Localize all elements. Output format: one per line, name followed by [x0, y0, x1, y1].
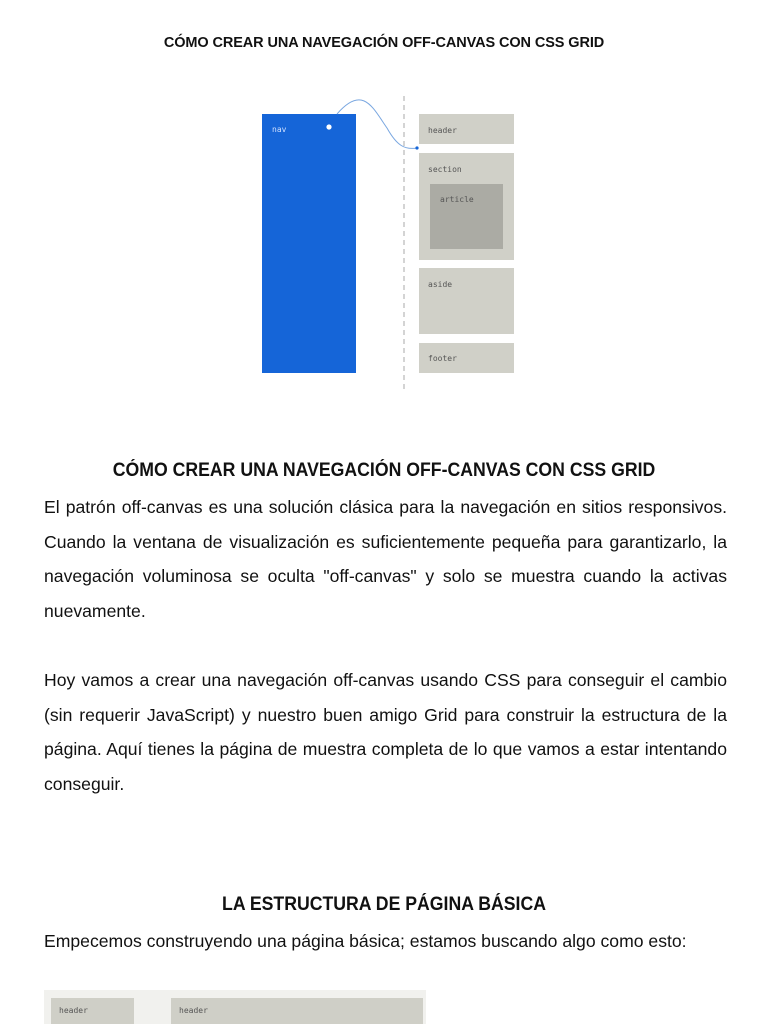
nav-label: nav [272, 125, 287, 134]
aside-box [419, 268, 514, 334]
aside-label: aside [428, 280, 453, 289]
section-heading: CÓMO CREAR UNA NAVEGACIÓN OFF-CANVAS CON CSS GRID [112, 460, 656, 481]
preview-left-label: header [59, 1006, 88, 1015]
off-canvas-diagram [255, 90, 525, 395]
article-box [430, 184, 503, 249]
preview-header-box [171, 998, 423, 1024]
basic-layout-preview [44, 990, 426, 1024]
nav-panel [262, 114, 356, 373]
article-label: article [440, 195, 474, 204]
structure-heading: LA ESTRUCTURA DE PÁGINA BÁSICA [222, 894, 546, 915]
nav-handle-dot [326, 124, 331, 129]
plan-paragraph: Hoy vamos a crear una navegación off-canvas usando CSS para conseguir el cambio (sin requerir JavaScript) y nuestro buen amigo Grid para construir la estructura de la página. Aquí tienes la página de muestra completa de lo que vamos a estar intentando conseguir. [44, 670, 727, 795]
preview-right-label: header [179, 1006, 208, 1015]
page-title: CÓMO CREAR UNA NAVEGACIÓN OFF-CANVAS CON CSS GRID [163, 35, 605, 51]
connector-end-dot [415, 146, 418, 149]
section-label: section [428, 165, 462, 174]
preview-nav-header-box [51, 998, 134, 1024]
structure-paragraph: Empecemos construyendo una página básica; estamos buscando algo como esto: [44, 931, 687, 951]
layout-diagram-svg [255, 90, 525, 395]
intro-paragraph: El patrón off-canvas es una solución clásica para la navegación en sitios responsivos. Cuando la ventana de visualización es suficientemente pequeña para garantizarlo, la navegación voluminosa se oculta "off-canvas" y solo se muestra cuando la activas nuevamente. [44, 497, 727, 622]
header-label: header [428, 126, 457, 135]
footer-label: footer [428, 354, 457, 363]
